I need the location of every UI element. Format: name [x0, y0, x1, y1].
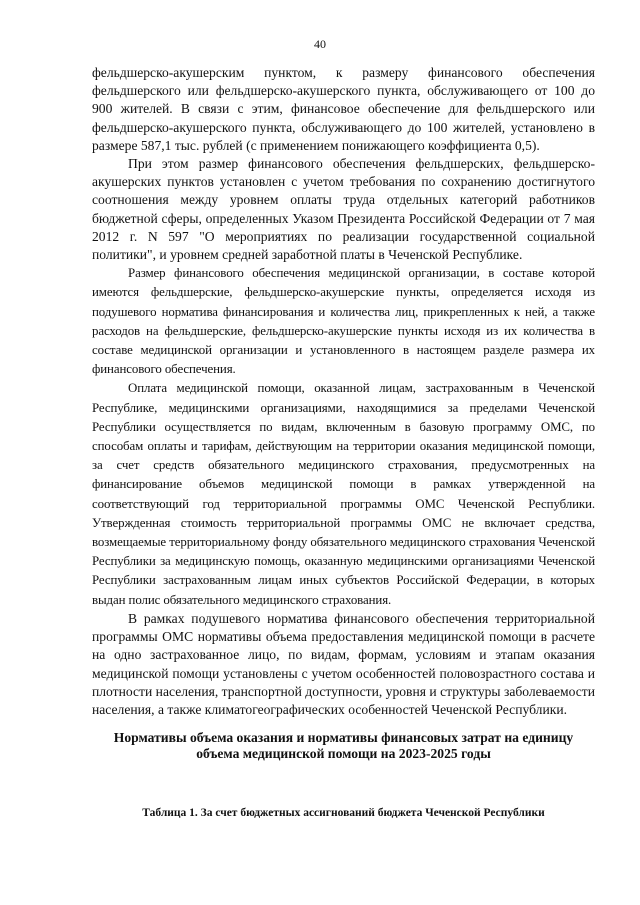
- paragraph-5: В рамках подушевого норматива финансового обеспечения территориальной программы ОМС нормативы объема предоставления медицинской помощи в расчете на одно застрахованное лицо, по видам, формам, условиям и этапам оказания медицинской помощи установлены с учетом особенностей половозрастного состава и плотности населения, транспортной доступности, уровня и структуры заболеваемости населения, а также климатогеографических особенностей Чеченской Республики.: [92, 610, 595, 717]
- paragraph-4: Оплата медицинской помощи, оказанной лицам, застрахованным в Чеченской Республике, медицинскими организациями, находящимися за пределами Чеченской Республики осуществляется по видам, включенным в базовую программу ОМС, по способам оплаты и тарифам, действующим на территории оказания медицинской помощи, за счет средств обязательного медицинского страхования, предусмотренных на финансирование объемов медицинской помощи в рамках утвержденной на соответствующий год территориальной программы ОМС Чеченской Республики. Утвержденная стоимость территориальной программы ОМС не включает средства, возмещаемые территориальному фонду обязательного медицинского страхования Чеченской Республики за медицинскую помощь, оказанную медицинскими организациями Чеченской Республики застрахованным лицам иных субъектов Российской Федерации, в которых выдан полис обязательного медицинского страхования.: [92, 381, 595, 607]
- section-title: Нормативы объема оказания и нормативы финансовых затрат на единицу объема медицинской помощи на 2023-2025 годы: [113, 730, 574, 761]
- body-text: [92, 64, 595, 719]
- paragraph-3: Размер финансового обеспечения медицинской организации, в составе которой имеются фельдшерские, фельдшерско-акушерские пункты, определяется исходя из подушевого норматива финансирования и количества лиц, прикрепленных к ней, а также расходов на фельдшерские, фельдшерско-акушерские пункты исходя из их количества в составе медицинской организации и установленного в настоящем разделе размера их финансового обеспечения.: [92, 266, 595, 377]
- table-caption: Таблица 1. За счет бюджетных ассигнований бюджета Чеченской Республики: [142, 807, 545, 819]
- paragraph-1: фельдшерско-акушерским пунктом, к размеру финансового обеспечения фельдшерского или фельдшерско-акушерского пункта, обслуживающего от 100 до 900 жителей. В связи с этим, финансовое обеспечение для фельдшерского или фельдшерско-акушерского пункта, обслуживающего до 100 жителей, установлено в размере 587,1 тыс. рублей (с применением понижающего коэффициента 0,5).: [92, 65, 595, 153]
- paragraph-2: При этом размер финансового обеспечения фельдшерских, фельдшерско-акушерских пунктов установлен с учетом требования по сохранению достигнутого соотношения между уровнем оплаты труда отдельных категорий работников бюджетной сферы, определенных Указом Президента Российской Федерации от 7 мая 2012 г. N 597 "О мероприятиях по реализации государственной социальной политики", и уровнем средней заработной платы в Чеченской Республике.: [92, 156, 595, 263]
- page-number: 40: [314, 37, 326, 51]
